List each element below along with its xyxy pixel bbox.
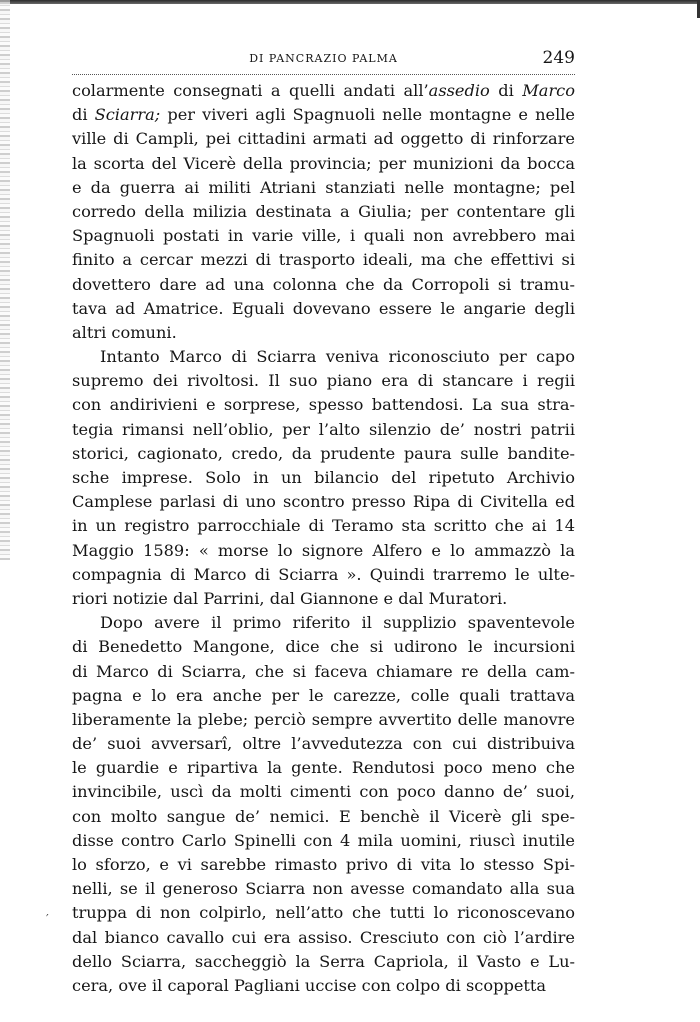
text-line xyxy=(72,103,575,127)
text-segment: di Marco di Sciarra, che si faceva chiamare re della cam- xyxy=(72,661,575,681)
text-line xyxy=(72,684,575,708)
margin-mark: ′ xyxy=(46,912,49,926)
running-head xyxy=(72,48,575,70)
text-segment: nelli, se il generoso Sciarra non avesse comandato alla sua xyxy=(72,879,575,899)
text-segment: di xyxy=(489,81,523,100)
paragraph xyxy=(72,345,575,611)
running-title: DI PANCRAZIO PALMA xyxy=(249,52,398,65)
text-segment: dal bianco cavallo cui era assiso. Cresciuto con ciò l’ardire xyxy=(72,927,575,947)
text-line xyxy=(72,200,575,224)
text-segment: e da guerra ai militi Atriani stanziati nelle montagne; pel xyxy=(72,177,575,197)
text-segment: de’ suoi avversarî, oltre l’avvedutezza con cui distribuiva xyxy=(72,734,575,754)
text-segment: in un registro parrocchiale di Teramo sta scritto che ai 14 xyxy=(72,516,575,536)
page-number: 249 xyxy=(542,48,575,68)
text-line xyxy=(72,224,575,248)
text-line xyxy=(72,152,575,176)
text-segment: lo sforzo, e vi sarebbe rimasto privo di vita lo stesso Spi- xyxy=(72,855,575,874)
text-line xyxy=(72,853,575,877)
text-line xyxy=(72,950,575,974)
text-line xyxy=(72,248,575,272)
text-segment: colarmente consegnati a quelli andati all’ xyxy=(72,81,429,100)
italic-text: assedio xyxy=(428,81,490,100)
text-segment: storici, cagionato, credo, da prudente paura sulle bandite- xyxy=(72,443,575,463)
text-segment: pagna e lo era anche per le carezze, colle quali trattava xyxy=(72,685,575,705)
text-line xyxy=(72,708,575,732)
text-segment: per viveri agli Spagnuoli nelle montagne e nelle xyxy=(160,105,576,125)
header-rule xyxy=(72,74,575,75)
text-line xyxy=(72,829,575,853)
text-line xyxy=(72,805,575,829)
scan-left-edge xyxy=(0,0,10,560)
text-line xyxy=(72,563,575,587)
text-segment: le guardie e ripartiva la gente. Rendutosi poco meno che xyxy=(72,758,575,778)
text-segment: di xyxy=(72,105,95,125)
text-line xyxy=(72,974,575,998)
text-segment: di Benedetto Mangone, dice che si udirono le incursioni xyxy=(72,637,575,657)
italic-text: Sciarra; xyxy=(94,105,161,125)
text-segment: Camplese parlasi di uno scontro presso Ripa di Civitella ed xyxy=(72,492,575,512)
text-segment: ville di Campli, pei cittadini armati ad oggetto di rinforzare xyxy=(72,129,575,149)
text-segment: compagnia di Marco di Sciarra ». Quindi trarremo le ulte- xyxy=(72,564,575,584)
text-line xyxy=(72,780,575,804)
text-line xyxy=(72,273,575,297)
text-line xyxy=(72,514,575,538)
text-segment: Dopo avere il primo riferito il supplizio spaventevole xyxy=(100,613,575,633)
text-line xyxy=(72,297,575,321)
text-segment: tegia rimansi nell’oblio, per l’alto silenzio de’ nostri patrii xyxy=(72,419,575,439)
text-line xyxy=(72,756,575,780)
text-line xyxy=(72,369,575,393)
text-segment: disse contro Carlo Spinelli con 4 mila uomini, riuscì inutile xyxy=(72,830,575,850)
text-line xyxy=(72,418,575,442)
text-segment: Spagnuoli postati in varie ville, i quali non avrebbero mai xyxy=(72,226,575,246)
text-segment: dovettero dare ad una colonna che da Corropoli si tramu- xyxy=(72,274,575,294)
text-segment: altri comuni. xyxy=(72,322,177,342)
text-line xyxy=(72,442,575,466)
text-line xyxy=(72,901,575,925)
text-line xyxy=(72,321,575,345)
text-segment: Intanto Marco di Sciarra veniva riconosciuto per capo xyxy=(100,347,575,367)
text-line xyxy=(72,635,575,659)
text-segment: tava ad Amatrice. Eguali dovevano essere le angarie degli xyxy=(72,298,575,318)
text-segment: supremo dei rivoltosi. Il suo piano era di stancare i regii xyxy=(72,371,575,391)
paragraph xyxy=(72,611,575,998)
text-segment: invincibile, uscì da molti cimenti con poco danno de’ suoi, xyxy=(72,782,575,802)
paragraph xyxy=(72,79,575,345)
text-line xyxy=(72,660,575,684)
text-line xyxy=(72,490,575,514)
text-line xyxy=(72,345,575,369)
text-line xyxy=(72,732,575,756)
text-segment: truppa di non colpirlo, nell’atto che tutti lo riconoscevano xyxy=(72,903,575,923)
text-segment: con andirivieni e sorprese, spesso battendosi. La sua stra- xyxy=(72,395,575,415)
text-line xyxy=(72,466,575,490)
text-line xyxy=(72,393,575,417)
text-line xyxy=(72,926,575,950)
text-line xyxy=(72,176,575,200)
text-segment: liberamente la plebe; perciò sempre avvertito delle manovre xyxy=(72,709,575,729)
text-line xyxy=(72,587,575,611)
text-line xyxy=(72,611,575,635)
text-segment: cera, ove il caporal Pagliani uccise con colpo di scoppetta xyxy=(72,975,547,995)
text-line xyxy=(72,79,575,103)
text-segment: finito a cercar mezzi di trasporto ideali, ma che effettivi si xyxy=(72,250,575,270)
text-segment: dello Sciarra, saccheggiò la Serra Capriola, il Vasto e Lu- xyxy=(72,951,575,971)
text-line xyxy=(72,127,575,151)
text-line xyxy=(72,877,575,901)
scan-top-edge xyxy=(0,0,700,4)
italic-text: Marco xyxy=(522,81,575,100)
text-line xyxy=(72,539,575,563)
body-text xyxy=(72,79,575,998)
text-segment: corredo della milizia destinata a Giulia; per contentare gli xyxy=(72,201,575,221)
text-segment: riori notizie dal Parrini, dal Giannone e dal Muratori. xyxy=(72,588,508,608)
text-segment: sche imprese. Solo in un bilancio del ripetuto Archivio xyxy=(72,468,575,487)
text-segment: la scorta del Vicerè della provincia; per munizioni da bocca xyxy=(72,153,575,173)
text-segment: Maggio 1589: « morse lo signore Alfero e lo ammazzò la xyxy=(72,540,575,560)
text-segment: con molto sangue de’ nemici. E benchè il Vicerè gli spe- xyxy=(72,806,575,826)
